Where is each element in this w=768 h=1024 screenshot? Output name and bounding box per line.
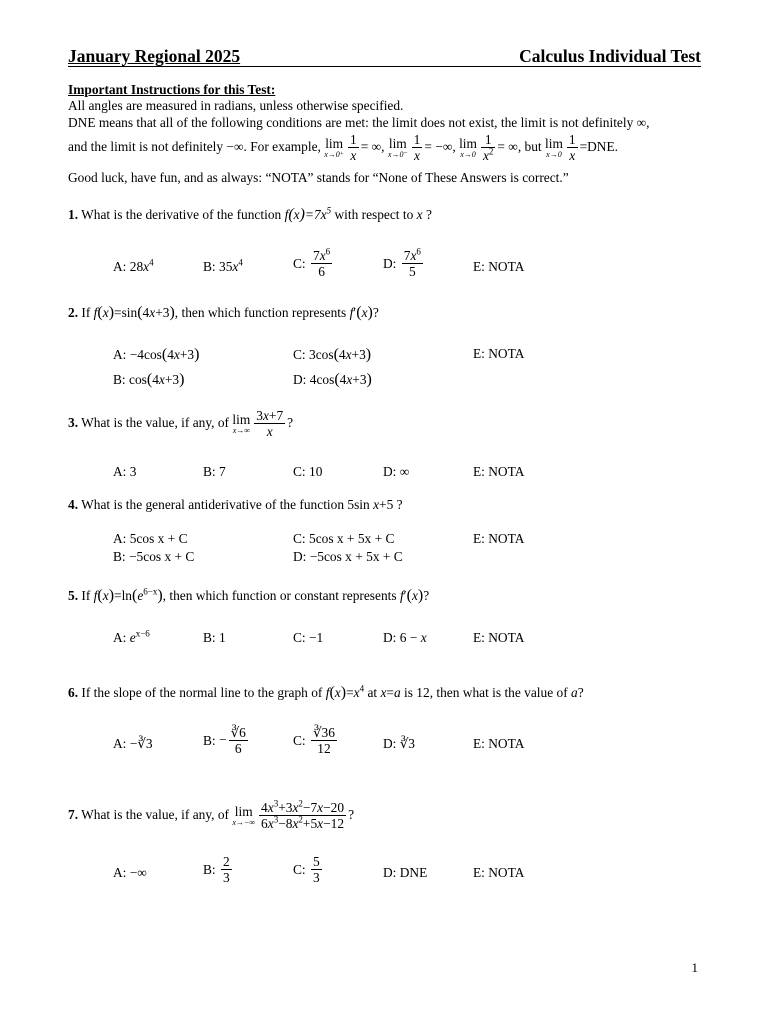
question-text: then which function or constant represents [169,588,397,603]
choice-1e[interactable]: E: NOTA [473,259,525,274]
choice-4c[interactable]: C: 5cos x + 5x + C [293,531,395,546]
choice-6d[interactable]: D: ∛3 [383,736,415,751]
limit-example-2: lim x→0⁻ [387,136,408,159]
question-number: 7. [68,806,79,822]
choice-7b[interactable]: B: $\frac{2}{3}$ [203,854,230,886]
choice-6e[interactable]: E: NOTA [473,736,525,751]
instructions-title: Important Instructions for this Test: [68,82,276,97]
question-number: 4. [68,497,79,512]
choice-3d[interactable]: D: ∞ [383,464,410,479]
header-title-left: January Regional 2025 [68,46,241,66]
choice-1a[interactable]: A: $28x^4$ [113,257,154,274]
choice-2e[interactable]: E: NOTA [473,346,525,361]
question-7: 7. What is the value, if any, of lim x→−∞ $\frac{4x^3+3x^2-7x-20}{6x^3-8x^2+5x-12}$ ? [68,798,355,832]
choice-3a[interactable]: A: 3 [113,464,137,479]
choice-1c[interactable]: C: $\frac{7x^6}{6}$ [293,246,331,280]
question-text: then which function represents [181,305,347,320]
question-text: What is the value, if any, of [81,806,230,822]
question-6: 6. If the slope of the normal line to the graph of $f(x)=x^4$ at x=a is 12, then what is the value of a? [68,683,584,701]
choice-2c[interactable]: C: 3cos(4x+3) [293,346,372,363]
question-number: 6. [68,685,79,700]
instructions-line-1: All angles are measured in radians, unless otherwise specified. [68,98,404,113]
question-text: What is the derivative of the function [81,207,282,222]
question-4: 4. What is the general antiderivative of the function 5sin x+5 ? [68,497,403,512]
choice-5c[interactable]: C: −1 [293,630,324,645]
choice-3e[interactable]: E: NOTA [473,464,525,479]
instructions-line-2: DNE means that all of the following conditions are met: the limit does not exist, the limit is not definitely ∞, [68,115,650,130]
choice-5b[interactable]: B: 1 [203,630,226,645]
choice-7d[interactable]: D: DNE [383,865,428,880]
choice-4a[interactable]: A: 5cos x + C [113,531,188,546]
choice-2b[interactable]: B: cos(4x+3) [113,371,185,388]
choice-2a[interactable]: A: −4cos(4x+3) [113,346,200,363]
choice-6c[interactable]: C: $\frac{∛36}{12}$ [293,725,335,757]
choice-2d[interactable]: D: 4cos(4x+3) [293,371,372,388]
choice-6b[interactable]: B: − $\frac{∛6}{6}$ [203,725,246,757]
page-number: 1 [691,960,698,975]
question-number: 2. [68,305,79,320]
choice-3c[interactable]: C: 10 [293,464,323,479]
page-header [68,46,701,67]
limit-example-3: lim x→0 [459,136,477,159]
question-text: What is the value, if any, of [81,414,230,430]
choice-4b[interactable]: B: −5cos x + C [113,549,195,564]
instructions-line-3-prefix: and the limit is not definitely −∞. For example, [68,138,321,154]
choice-6a[interactable]: A: −∛3 [113,736,153,751]
header-title-right: Calculus Individual Test [519,46,701,66]
choice-4e[interactable]: E: NOTA [473,531,525,546]
choice-5a[interactable]: A: $e^{x-6}$ [113,628,150,645]
choice-1b[interactable]: B: $35x^4$ [203,257,243,274]
question-1: 1. What is the derivative of the function $f(x)=7x^5$ with respect to x ? [68,205,432,223]
question-number: 3. [68,414,79,430]
choice-7e[interactable]: E: NOTA [473,865,525,880]
question-3: 3. What is the value, if any, of lim x→∞ $\frac{3x+7}{x}$ ? [68,408,294,440]
question-text: If the slope of the normal line to the graph of [81,685,323,700]
instructions-line-4: Good luck, have fun, and as always: “NOTA” stands for “None of These Answers is correct.” [68,170,569,185]
choice-7a[interactable]: A: −∞ [113,865,147,880]
choice-7c[interactable]: C: $\frac{5}{3}$ [293,854,320,886]
question-number: 5. [68,588,79,603]
choice-4d[interactable]: D: −5cos x + 5x + C [293,549,403,564]
instructions-line-3-suffix: DNE. [587,138,618,154]
question-number: 1. [68,207,79,222]
choice-5e[interactable]: E: NOTA [473,630,525,645]
limit-example-1: lim x→0⁺ [324,136,345,159]
choice-3b[interactable]: B: 7 [203,464,226,479]
question-text: What is the general antiderivative of the function [81,497,345,512]
question-5: 5. If $f(x)=\ln(e^{6-x})$, then which function or constant represents f′(x)? [68,586,430,604]
question-2: 2. If f(x)=sin(4x+3), then which function represents f′(x)? [68,304,379,321]
instructions-line-3: and the limit is not definitely −∞. For example, lim x→0⁺ $\frac{1}{x}$ = ∞, lim x→0⁻ $\frac{1}{x}$ = −∞, lim x→0 $\frac{1}{x^2}$ = ∞, but lim x→0 $\frac{1}{x}$ =DNE. [68,132,618,164]
choice-1d[interactable]: D: $\frac{7x^6}{5}$ [383,246,421,280]
choice-5d[interactable]: D: 6 − x [383,630,427,645]
limit-example-4: lim x→0 [545,136,563,159]
